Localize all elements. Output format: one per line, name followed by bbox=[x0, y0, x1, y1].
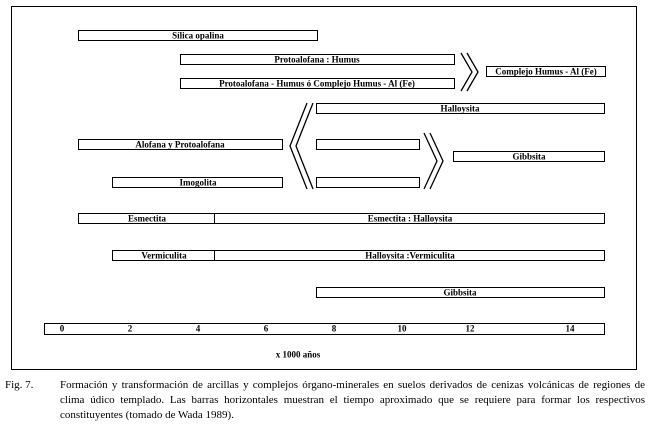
label-gibbsita-bottom: Gibbsita bbox=[443, 287, 477, 298]
chevron-left-icon bbox=[290, 103, 307, 189]
label-protoalofana-complejo: Protoalofana - Humus ó Complejo Humus - Al (Fe) bbox=[219, 78, 415, 89]
caption-text: Formación y transformación de arcillas y complejos órgano-minerales en suelos derivados de cenizas volcánicas de regiones de clima údico templado. Las barras horizontales muestran el tiempo aproximado que se requiere para formar los respectivos constituyentes (tomado de Wada 1989). bbox=[60, 379, 645, 421]
tick-0: 0 bbox=[59, 323, 65, 334]
chevron-right-icon bbox=[424, 133, 437, 189]
label-esmectita: Esmectita bbox=[128, 213, 166, 224]
label-silica-opalina: Sílica opalina bbox=[172, 30, 224, 41]
tick-10: 10 bbox=[397, 323, 407, 334]
tick-6: 6 bbox=[263, 323, 269, 334]
chevron-left-icon bbox=[296, 103, 313, 189]
tick-8: 8 bbox=[331, 323, 337, 334]
label-protoalofana-humus: Protoalofana : Humus bbox=[274, 54, 360, 65]
tick-14: 14 bbox=[565, 323, 575, 334]
label-halloysita-vermiculita: Halloysita :Vermiculita bbox=[365, 250, 455, 261]
axis-unit-label: x 1000 años bbox=[275, 349, 321, 360]
label-gibbsita-mid: Gibbsita bbox=[512, 151, 546, 162]
tick-4: 4 bbox=[195, 323, 201, 334]
label-vermiculita: Vermiculita bbox=[141, 250, 187, 261]
tick-12: 12 bbox=[465, 323, 475, 334]
label-halloysita-top: Halloysita bbox=[440, 103, 480, 114]
label-alofana-protoalofana: Alofana y Protoalofana bbox=[135, 139, 225, 150]
label-complejo-humus-al: Complejo Humus - Al (Fe) bbox=[495, 66, 597, 77]
label-esmectita-halloysita: Esmectita : Halloysita bbox=[367, 213, 453, 224]
label-imogolita: Imogolita bbox=[179, 177, 217, 188]
tick-2: 2 bbox=[127, 323, 133, 334]
figure-number: Fig. 7. bbox=[5, 379, 34, 391]
